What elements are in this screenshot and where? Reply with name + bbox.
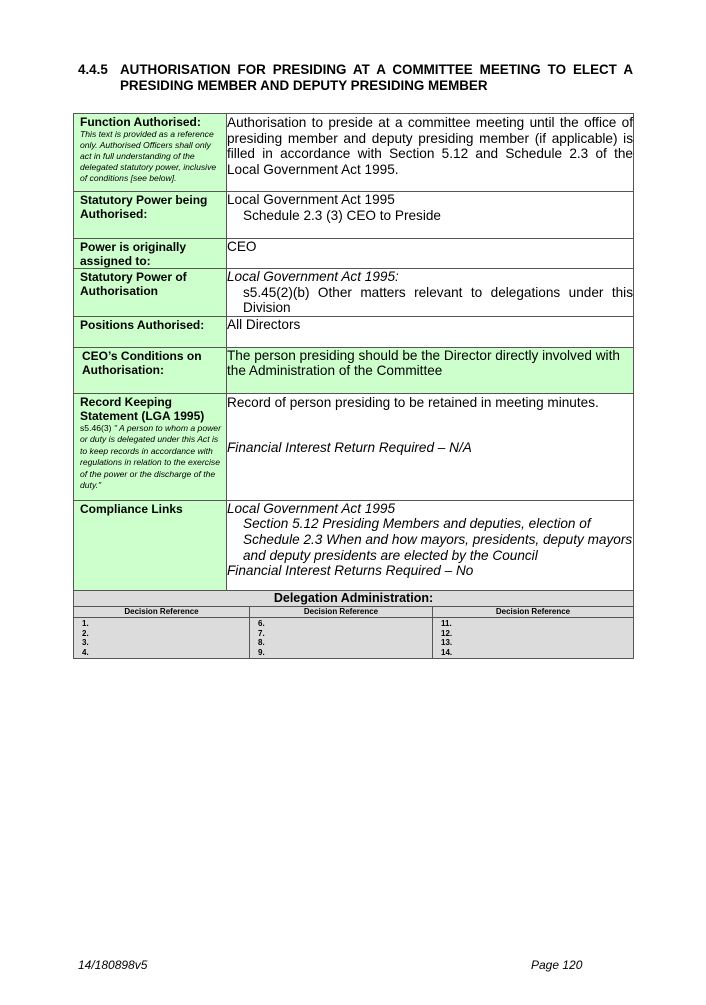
- decision-reference-header-3: Decision Reference: [433, 607, 634, 618]
- compliance-links-value-cell: [227, 500, 634, 592]
- decision-reference-col-2: [250, 618, 433, 659]
- record-keeping-value: Record of person presiding to be retained in meeting minutes.: [227, 394, 599, 410]
- row-ceo-conditions: [74, 347, 634, 393]
- decision-reference-col-3: [433, 618, 634, 659]
- page-number: Page 120: [531, 958, 583, 972]
- decision-reference-header-1: Decision Reference: [74, 607, 250, 618]
- function-authorised-note: This text is provided as a reference only. Authorised Officers shall only act in full understanding of the delegated statutory power, inclusive of conditions [see below].: [80, 129, 217, 183]
- assigned-to-label: Power is originally assigned to:: [80, 240, 187, 268]
- section-number: 4.4.5: [78, 62, 108, 77]
- power-of-authorisation-label: Statutory Power of Authorisation: [80, 270, 187, 298]
- decision-number: 4.: [82, 647, 89, 657]
- decision-reference-header-2: Decision Reference: [250, 607, 433, 618]
- section-heading: [78, 62, 633, 93]
- compliance-links-label: Compliance Links: [80, 501, 183, 516]
- record-keeping-note-ref: s5.46(3): [80, 422, 114, 433]
- row-compliance-links: [74, 500, 634, 592]
- decision-number: 1.: [82, 619, 89, 628]
- ceo-conditions-label: CEO’s Conditions on Authorisation:: [82, 348, 202, 377]
- financial-interest-return: Financial Interest Return Required – N/A: [227, 440, 472, 456]
- authorisation-table: [73, 113, 634, 593]
- function-authorised-value: Authorisation to preside at a committee meeting until the office of presiding member and deputy presiding member (if applicable) is filled in accordance with Section 5.12 and Schedule 2.3 of the Local Government Act 1995.: [227, 115, 633, 177]
- power-of-authorisation-value-cell: [227, 269, 634, 317]
- delegation-administration-title: Delegation Administration:: [74, 591, 634, 607]
- function-authorised-label-cell: [74, 114, 227, 192]
- decision-number: 12.: [441, 628, 453, 638]
- decision-number: 14.: [441, 647, 453, 657]
- power-of-authorisation-label-cell: [74, 269, 227, 317]
- ceo-conditions-value-cell: [227, 347, 634, 393]
- record-keeping-note-block: [74, 423, 226, 492]
- decision-number: 9.: [258, 647, 265, 657]
- decision-number: 2.: [82, 628, 89, 638]
- row-positions-authorised: [74, 316, 634, 347]
- compliance-links-label-cell: [74, 500, 227, 592]
- record-keeping-value-cell: [227, 393, 634, 500]
- row-statutory-power: [74, 192, 634, 239]
- compliance-schedule-2-3: Schedule 2.3 When and how mayors, presidents, deputy mayors and deputy presidents are elected by the Council: [243, 531, 633, 563]
- document-reference: 14/180898v5: [78, 958, 148, 972]
- function-authorised-value-cell: [227, 114, 634, 192]
- row-record-keeping: [74, 393, 634, 500]
- assigned-to-value: CEO: [227, 239, 257, 254]
- positions-authorised-value: All Directors: [227, 316, 301, 332]
- statutory-power-value-cell: [227, 192, 634, 239]
- ceo-conditions-value: The person presiding should be the Director directly involved with the Administration of the Committee: [227, 347, 620, 379]
- compliance-section-5-12: Section 5.12 Presiding Members and deputies, election of: [243, 516, 591, 532]
- assigned-to-value-cell: [227, 239, 634, 269]
- decision-reference-col-1: [74, 618, 250, 659]
- decision-number: 13.: [441, 638, 453, 648]
- decision-number: 6.: [258, 619, 265, 628]
- statutory-power-label: Statutory Power being Authorised:: [80, 193, 208, 221]
- compliance-financial-interest: Financial Interest Returns Required – No: [227, 563, 474, 579]
- power-of-authorisation-act: Local Government Act 1995:: [227, 269, 399, 284]
- decision-number: 3.: [82, 638, 89, 648]
- delegation-administration-table: [73, 590, 634, 659]
- row-function-authorised: [74, 114, 634, 192]
- compliance-act: Local Government Act 1995: [227, 500, 396, 516]
- decision-number: 7.: [258, 628, 265, 638]
- statutory-power-schedule: Schedule 2.3 (3) CEO to Preside: [243, 207, 441, 223]
- record-keeping-label: Record Keeping Statement (LGA 1995): [80, 394, 205, 423]
- ceo-conditions-label-cell: [74, 347, 227, 393]
- power-of-authorisation-section: s5.45(2)(b) Other matters relevant to delegations under this Division: [243, 284, 633, 316]
- assigned-to-label-cell: [74, 239, 227, 269]
- function-authorised-label: Function Authorised:: [80, 115, 201, 129]
- decision-number: 8.: [258, 638, 265, 648]
- statutory-power-act: Local Government Act 1995: [227, 192, 395, 207]
- positions-authorised-label-cell: [74, 316, 227, 347]
- positions-authorised-label: Positions Authorised:: [80, 317, 205, 332]
- statutory-power-label-cell: [74, 192, 227, 239]
- section-title: AUTHORISATION FOR PRESIDING AT A COMMITTEE MEETING TO ELECT A PRESIDING MEMBER AND DEPUTY PRESIDING MEMBER: [120, 62, 633, 93]
- positions-authorised-value-cell: [227, 316, 634, 347]
- record-keeping-note: " A person to whom a power or duty is delegated under this Act is to keep records in accordance with regulations in relation to the exercise of the power or the discharge of the duty.": [80, 422, 221, 491]
- row-assigned-to: [74, 239, 634, 269]
- decision-number: 11.: [441, 619, 452, 628]
- row-power-of-authorisation: [74, 269, 634, 317]
- record-keeping-label-cell: [74, 393, 227, 500]
